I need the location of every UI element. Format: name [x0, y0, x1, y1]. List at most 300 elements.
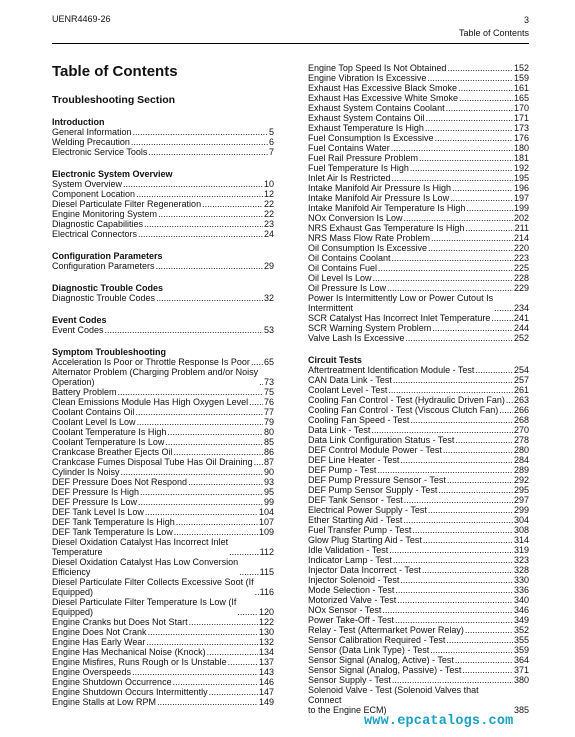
toc-entry[interactable]	[308, 113, 529, 123]
toc-entry[interactable]	[308, 213, 529, 223]
entry-title[interactable]: DEF Pump Sensor Supply - Test	[308, 485, 438, 495]
toc-entry[interactable]	[308, 365, 529, 375]
entry-title[interactable]: DEF Tank Level Is Low	[52, 507, 144, 517]
entry-title[interactable]: Cooling Fan Control - Test (Viscous Clutch Fan)	[308, 405, 499, 415]
dot-leader	[428, 505, 513, 515]
toc-entry[interactable]	[308, 203, 529, 213]
entry-title[interactable]: Component Location	[52, 189, 136, 199]
dot-leader	[450, 193, 513, 203]
entry-page: 132	[258, 637, 274, 647]
toc-entry[interactable]	[308, 73, 529, 83]
entry-title[interactable]: Configuration Parameters	[52, 261, 155, 271]
toc-entry[interactable]	[52, 627, 274, 637]
entry-title[interactable]: Exhaust System Contains Coolant	[308, 103, 445, 113]
entry-title[interactable]: Diagnostic Capabilities	[52, 219, 144, 229]
dot-leader	[427, 73, 513, 83]
dot-leader	[446, 103, 513, 113]
toc-entry[interactable]	[308, 435, 529, 445]
toc-entry[interactable]	[308, 515, 529, 525]
entry-page: 6	[268, 137, 274, 147]
toc-entry[interactable]	[308, 183, 529, 193]
dot-leader	[138, 497, 263, 507]
entry-page: 149	[258, 697, 274, 707]
entry-title[interactable]: Cylinder Is Noisy	[52, 467, 120, 477]
toc-entry[interactable]	[308, 193, 529, 203]
entry-title[interactable]: DEF Pressure Does Not Respond	[52, 477, 188, 487]
entry-page: 99	[263, 497, 274, 507]
toc-entry[interactable]	[308, 495, 529, 505]
dot-leader	[138, 229, 263, 239]
toc-entry[interactable]	[52, 387, 274, 397]
toc-entry[interactable]	[52, 677, 274, 687]
toc-entry[interactable]	[308, 283, 529, 293]
header-rule	[52, 43, 529, 44]
entry-page: 295	[513, 485, 529, 495]
entry-title[interactable]: Welding Precaution	[52, 137, 130, 147]
toc-entry[interactable]	[52, 557, 274, 577]
entry-page: 328	[513, 565, 529, 575]
toc-entry[interactable]	[308, 615, 529, 625]
dot-leader	[393, 375, 513, 385]
dot-leader	[430, 645, 513, 655]
left-sections	[52, 117, 274, 707]
toc-entry[interactable]	[308, 675, 529, 685]
entry-title[interactable]: Intake Manifold Air Pressure Is High	[308, 183, 452, 193]
toc-entry[interactable]	[52, 497, 274, 507]
toc-entry[interactable]	[52, 229, 274, 239]
dot-leader	[410, 163, 513, 173]
entry-page: 323	[513, 555, 529, 565]
entry-page: 299	[513, 505, 529, 515]
entry-title[interactable]: Sensor Signal (Analog, Active) - Test	[308, 655, 454, 665]
dot-leader	[239, 567, 259, 577]
toc-entry[interactable]	[52, 367, 274, 387]
toc-entry[interactable]	[52, 437, 274, 447]
toc-entry[interactable]	[308, 565, 529, 575]
entry-title[interactable]: Electronic Service Tools	[52, 147, 148, 157]
toc-entry[interactable]	[308, 405, 529, 415]
toc-entry[interactable]	[308, 545, 529, 555]
entry-page: 23	[263, 219, 274, 229]
entry-title[interactable]: DEF Tank Temperature Is Low	[52, 527, 173, 537]
entry-title[interactable]: Clean Emissions Module Has High Oxygen Level	[52, 397, 249, 407]
entry-page: 75	[263, 387, 274, 397]
toc-entry[interactable]	[308, 313, 529, 323]
entry-title[interactable]: Engine Monitoring System	[52, 209, 158, 219]
toc-entry[interactable]	[52, 261, 274, 271]
toc-entry[interactable]	[52, 457, 274, 467]
dot-leader	[400, 455, 513, 465]
toc-entry[interactable]	[308, 153, 529, 163]
toc-entry[interactable]	[308, 455, 529, 465]
entry-title[interactable]: DEF Pump Pressure Sensor - Test	[308, 475, 446, 485]
entry-title[interactable]: Fuel Rail Pressure Problem	[308, 153, 419, 163]
entry-title[interactable]: Idle Validation - Test	[308, 545, 389, 555]
toc-entry[interactable]	[52, 537, 274, 557]
dot-leader	[412, 525, 513, 535]
toc-entry[interactable]	[308, 163, 529, 173]
toc-entry[interactable]	[52, 597, 274, 617]
toc-entry[interactable]	[52, 199, 274, 209]
toc-entry[interactable]	[308, 263, 529, 273]
entry-title[interactable]: Data Link - Test	[308, 425, 371, 435]
dot-leader	[140, 487, 263, 497]
toc-entry[interactable]	[308, 585, 529, 595]
entry-title[interactable]: Exhaust System Contains Oil	[308, 113, 425, 123]
entry-title[interactable]: Engine Overspeeds	[52, 667, 132, 677]
entry-page: 143	[258, 667, 274, 677]
entry-title[interactable]: Aftertreatment Identification Module - Test	[308, 365, 475, 375]
dot-leader	[397, 595, 513, 605]
toc-entry[interactable]	[308, 625, 529, 635]
entry-page: 116	[259, 587, 274, 597]
toc-entry[interactable]	[308, 555, 529, 565]
entry-title[interactable]: Diesel Particulate Filter Collects Excessive Soot (If Equipped)	[52, 577, 254, 597]
toc-section	[308, 355, 529, 715]
toc-entry[interactable]	[308, 273, 529, 283]
entry-title[interactable]: Sensor Calibration Required - Test	[308, 635, 446, 645]
entry-title[interactable]: Intake Manifold Air Pressure Is Low	[308, 193, 450, 203]
toc-entry[interactable]	[308, 475, 529, 485]
toc-entry[interactable]	[52, 487, 274, 497]
entry-title[interactable]: Injector Solenoid - Test	[308, 575, 400, 585]
toc-entry[interactable]	[308, 685, 529, 715]
dot-leader	[228, 657, 258, 667]
entry-title[interactable]: Engine Stalls at Low RPM	[52, 697, 157, 707]
entry-title[interactable]: Motorized Valve - Test	[308, 595, 397, 605]
entry-title[interactable]: Data Link Configuration Status - Test	[308, 435, 455, 445]
dot-leader	[136, 189, 263, 199]
entry-title[interactable]: Fuel Temperature Is High	[308, 163, 409, 173]
entry-title[interactable]: DEF Line Heater - Test	[308, 455, 400, 465]
toc-entry[interactable]	[52, 179, 274, 189]
entry-page: 107	[258, 517, 274, 527]
toc-section	[308, 63, 529, 343]
entry-title[interactable]: DEF Tank Sensor - Test	[308, 495, 403, 505]
entry-page: 170	[513, 103, 529, 113]
entry-title[interactable]: SCR Warning System Problem	[308, 323, 432, 333]
toc-section	[52, 251, 274, 271]
entry-title[interactable]: Coolant Contains Oil	[52, 407, 135, 417]
toc-entry[interactable]	[308, 595, 529, 605]
toc-entry[interactable]	[308, 83, 529, 93]
dot-leader	[167, 427, 263, 437]
toc-entry[interactable]	[308, 655, 529, 665]
entry-page: 263	[513, 395, 529, 405]
toc-entry[interactable]	[308, 293, 529, 313]
toc-entry[interactable]	[308, 635, 529, 645]
entry-page: 24	[263, 229, 274, 239]
entry-page: 355	[513, 635, 529, 645]
entry-title[interactable]: Glow Plug Starting Aid - Test	[308, 535, 422, 545]
dot-leader	[145, 507, 258, 517]
entry-title[interactable]: Engine Shutdown Occurrence	[52, 677, 172, 687]
dot-leader	[452, 183, 513, 193]
toc-entry[interactable]	[52, 293, 274, 303]
toc-entry[interactable]	[308, 445, 529, 455]
toc-entry[interactable]	[308, 223, 529, 233]
entry-page: 289	[513, 465, 529, 475]
entry-page: 385	[513, 705, 529, 715]
toc-entry[interactable]	[52, 617, 274, 627]
toc-entry[interactable]	[52, 667, 274, 677]
entry-title[interactable]: Oil Level Is Low	[308, 273, 372, 283]
entry-page: 152	[513, 63, 529, 73]
toc-entry[interactable]	[308, 103, 529, 113]
toc-entry[interactable]	[308, 535, 529, 545]
dot-leader	[251, 357, 263, 367]
toc-entry[interactable]	[52, 517, 274, 527]
entry-title[interactable]: Cooling Fan Speed - Test	[308, 415, 410, 425]
toc-right-column	[308, 63, 529, 727]
entry-title[interactable]: Power Is Intermittently Low or Power Cutout Is Intermittent	[308, 293, 494, 313]
toc-entry[interactable]	[308, 425, 529, 435]
entry-title[interactable]: SCR Catalyst Has Incorrect Inlet Temperature	[308, 313, 491, 323]
entry-page: 346	[513, 605, 529, 615]
entry-title[interactable]: Engine Cranks but Does Not Start	[52, 617, 188, 627]
toc-section	[52, 169, 274, 239]
toc-entry[interactable]	[52, 137, 274, 147]
dot-leader	[419, 153, 513, 163]
entry-page: 308	[513, 525, 529, 535]
toc-entry[interactable]	[308, 575, 529, 585]
entry-title[interactable]: Fuel Transfer Pump - Test	[308, 525, 412, 535]
entry-title[interactable]: Crankcase Breather Ejects Oil	[52, 447, 173, 457]
entry-title[interactable]: Electrical Power Supply - Test	[308, 505, 427, 515]
entry-page: 12	[263, 189, 274, 199]
entry-page: 223	[513, 253, 529, 263]
entry-title[interactable]: Coolant Level Is Low	[52, 417, 136, 427]
entry-title[interactable]: Engine Misfires, Runs Rough or Is Unstable	[52, 657, 227, 667]
dot-leader	[404, 213, 513, 223]
toc-entry[interactable]	[52, 417, 274, 427]
entry-title[interactable]: Valve Lash Is Excessive	[308, 333, 405, 343]
dot-leader	[387, 283, 513, 293]
entry-title[interactable]: NOx Conversion Is Low	[308, 213, 403, 223]
entry-title[interactable]: Sensor (Data Link Type) - Test	[308, 645, 430, 655]
dot-leader	[388, 385, 513, 395]
entry-title[interactable]: Oil Contains Coolant	[308, 253, 391, 263]
entry-page: 80	[263, 427, 274, 437]
entry-title[interactable]: Oil Consumption Is Excessive	[308, 243, 428, 253]
toc-entry[interactable]	[52, 209, 274, 219]
dot-leader	[410, 415, 513, 425]
toc-entry[interactable]	[52, 147, 274, 157]
toc-entry[interactable]	[52, 219, 274, 229]
entry-title[interactable]: Diesel Oxidation Catalyst Has Low Conversion Efficiency	[52, 557, 239, 577]
entry-title[interactable]: Power Take-Off - Test	[308, 615, 395, 625]
toc-entry[interactable]	[52, 657, 274, 667]
toc-entry[interactable]	[52, 357, 274, 367]
toc-entry[interactable]	[308, 253, 529, 263]
toc-entry[interactable]	[308, 333, 529, 343]
dot-leader	[255, 587, 259, 597]
entry-title[interactable]: Engine Does Not Crank	[52, 627, 147, 637]
entry-title[interactable]: Battery Problem	[52, 387, 117, 397]
entry-title[interactable]: Diagnostic Trouble Codes	[52, 293, 156, 303]
entry-page: 137	[258, 657, 274, 667]
section-heading: Electronic System Overview	[52, 169, 173, 179]
toc-entry[interactable]	[308, 143, 529, 153]
toc-entry[interactable]	[308, 233, 529, 243]
entry-page: 244	[513, 323, 529, 333]
toc-entry[interactable]	[52, 477, 274, 487]
entry-title[interactable]: Oil Pressure Is Low	[308, 283, 387, 293]
dot-leader	[389, 545, 513, 555]
entry-page: 90	[263, 467, 274, 477]
entry-page: 122	[258, 617, 274, 627]
entry-title[interactable]: Exhaust Has Excessive White Smoke	[308, 93, 459, 103]
entry-page: 115	[259, 567, 274, 577]
entry-page: 73	[263, 377, 274, 387]
toc-entry[interactable]	[308, 123, 529, 133]
entry-title[interactable]: Coolant Level - Test	[308, 385, 388, 395]
entry-title[interactable]: Diesel Oxidation Catalyst Has Incorrect Inlet Temperature	[52, 537, 229, 557]
toc-entry[interactable]	[308, 485, 529, 495]
entry-page: 173	[513, 123, 529, 133]
dot-leader	[459, 93, 513, 103]
toc-entry[interactable]	[308, 375, 529, 385]
entry-title[interactable]: Inlet Air Is Restricted	[308, 173, 391, 183]
entry-title[interactable]: Diesel Particulate Filter Temperature Is Low (If Equipped)	[52, 597, 237, 617]
toc-entry[interactable]	[308, 173, 529, 183]
entry-title[interactable]: Oil Contains Fuel	[308, 263, 378, 273]
entry-title[interactable]: Mode Selection - Test	[308, 585, 395, 595]
dot-leader	[465, 223, 513, 233]
entry-page: 254	[513, 365, 529, 375]
toc-entry[interactable]	[52, 127, 274, 137]
entry-title[interactable]: Engine Has Early Wear	[52, 637, 146, 647]
dot-leader	[506, 395, 513, 405]
entry-title[interactable]: Acceleration Is Poor or Throttle Response Is Poor	[52, 357, 250, 367]
toc-entry[interactable]	[52, 325, 274, 335]
entry-page: 147	[258, 687, 274, 697]
entry-page: 229	[513, 283, 529, 293]
toc-entry[interactable]	[308, 63, 529, 73]
toc-entry[interactable]	[52, 637, 274, 647]
toc-entry[interactable]	[52, 427, 274, 437]
entry-title[interactable]: NOx Sensor - Test	[308, 605, 382, 615]
entry-title[interactable]: DEF Pressure Is High	[52, 487, 140, 497]
dot-leader	[466, 203, 513, 213]
toc-entry[interactable]	[52, 687, 274, 697]
entry-title[interactable]: Indicator Lamp - Test	[308, 555, 392, 565]
dot-leader	[118, 387, 263, 397]
dot-leader	[121, 467, 263, 477]
toc-entry[interactable]	[52, 527, 274, 537]
entry-page: 270	[513, 425, 529, 435]
entry-title[interactable]: Electrical Connectors	[52, 229, 138, 239]
toc-entry[interactable]	[308, 415, 529, 425]
dot-leader	[377, 465, 513, 475]
entry-title[interactable]: DEF Control Module Power - Test	[308, 445, 442, 455]
toc-entry[interactable]	[308, 133, 529, 143]
dot-leader	[422, 565, 513, 575]
section-heading: Event Codes	[52, 315, 107, 325]
toc-entry[interactable]	[308, 93, 529, 103]
toc-entry[interactable]	[308, 385, 529, 395]
entry-title[interactable]: Ether Starting Aid - Test	[308, 515, 403, 525]
toc-entry[interactable]	[308, 525, 529, 535]
entry-title[interactable]: NRS Mass Flow Rate Problem	[308, 233, 431, 243]
entry-title[interactable]: DEF Pressure Is Low	[52, 497, 138, 507]
toc-entry[interactable]	[308, 243, 529, 253]
entry-title[interactable]: Fuel Consumption Is Excessive	[308, 133, 434, 143]
entry-title[interactable]: Relay - Test (Aftermarket Power Relay)	[308, 625, 464, 635]
entry-title[interactable]: Engine Vibration Is Excessive	[308, 73, 427, 83]
entry-title[interactable]: System Overview	[52, 179, 123, 189]
entry-title[interactable]: Solenoid Valve - Test (Solenoid Valves that Connect to the Engine ECM)	[308, 685, 479, 715]
toc-entry[interactable]	[308, 505, 529, 515]
entry-title[interactable]: Cooling Fan Control - Test (Hydraulic Driven Fan)	[308, 395, 505, 405]
toc-entry[interactable]	[52, 447, 274, 457]
toc-section	[52, 315, 274, 335]
entry-page: 29	[263, 261, 274, 271]
toc-entry[interactable]	[308, 605, 529, 615]
toc-entry[interactable]	[52, 507, 274, 517]
entry-title[interactable]: Coolant Temperature Is High	[52, 427, 167, 437]
entry-title[interactable]: General Information	[52, 127, 132, 137]
toc-entry[interactable]	[52, 407, 274, 417]
entry-title[interactable]: Sensor Signal (Analog, Passive) - Test	[308, 665, 462, 675]
entry-page: 32	[263, 293, 274, 303]
toc-entry[interactable]	[308, 645, 529, 655]
toc-entry[interactable]	[52, 647, 274, 657]
entry-page: 330	[513, 575, 529, 585]
toc-entry[interactable]	[52, 577, 274, 597]
entry-title[interactable]: Coolant Temperature Is Low	[52, 437, 165, 447]
entry-title[interactable]: Alternator Problem (Charging Problem and/or Noisy Operation)	[52, 367, 259, 387]
toc-entry[interactable]	[52, 697, 274, 707]
toc-entry[interactable]	[52, 467, 274, 477]
toc-entry[interactable]	[52, 189, 274, 199]
entry-title[interactable]: DEF Pump - Test	[308, 465, 377, 475]
entry-page: 234	[513, 303, 529, 313]
entry-title[interactable]: Sensor Supply - Test	[308, 675, 391, 685]
dot-leader	[447, 63, 513, 73]
entry-title[interactable]: Exhaust Has Excessive Black Smoke	[308, 83, 458, 93]
entry-title[interactable]: Engine Top Speed Is Not Obtained	[308, 63, 447, 73]
toc-entry[interactable]	[52, 397, 274, 407]
entry-title[interactable]: Intake Manifold Air Temperature Is High	[308, 203, 466, 213]
toc-entry[interactable]	[308, 395, 529, 405]
dot-leader	[499, 405, 513, 415]
entry-title[interactable]: Engine Has Mechanical Noise (Knock)	[52, 647, 206, 657]
entry-title[interactable]: Event Codes	[52, 325, 104, 335]
toc-entry[interactable]	[308, 665, 529, 675]
dot-leader	[156, 261, 263, 271]
entry-title[interactable]: DEF Tank Temperature Is High	[52, 517, 175, 527]
entry-title[interactable]: Exhaust Temperature Is High	[308, 123, 424, 133]
entry-title[interactable]: Engine Shutdown Occurs Intermittently	[52, 687, 208, 697]
entry-page: 130	[258, 627, 274, 637]
entry-title[interactable]: Fuel Contains Water	[308, 143, 390, 153]
dot-leader	[400, 575, 513, 585]
entry-title[interactable]: CAN Data Link - Test	[308, 375, 392, 385]
entry-title[interactable]: Diesel Particulate Filter Regeneration	[52, 199, 202, 209]
entry-page: 214	[513, 233, 529, 243]
entry-title[interactable]: Crankcase Fumes Disposal Tube Has Oil Draining	[52, 457, 253, 467]
entry-title[interactable]: NRS Exhaust Gas Temperature Is High	[308, 223, 465, 233]
entry-page: 199	[513, 203, 529, 213]
entry-page: 196	[513, 183, 529, 193]
entry-page: 319	[513, 545, 529, 555]
toc-entry[interactable]	[308, 465, 529, 475]
entry-page: 266	[513, 405, 529, 415]
entry-title[interactable]: Injector Data Incorrect - Test	[308, 565, 421, 575]
dot-leader	[173, 677, 258, 687]
toc-entry[interactable]	[308, 323, 529, 333]
